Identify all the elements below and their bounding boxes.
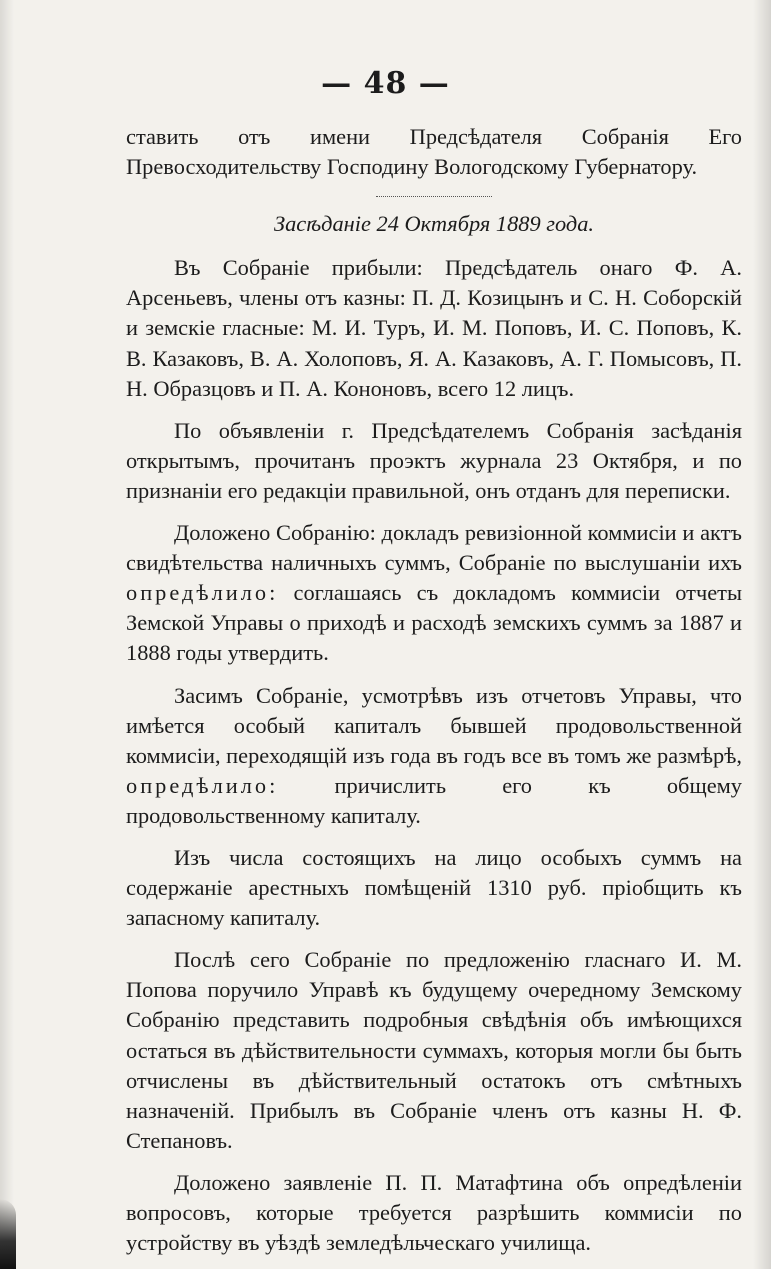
paragraph-continuation: ставить отъ имени Предсѣдателя Собранія Его Превосходительству Господину Вологодскому Губернатору. <box>126 124 742 180</box>
paragraph-opening: По объявленіи г. Предсѣдателемъ Собранія засѣданія открытымъ, прочитанъ проэктъ журнала 23 Октября, и по признаніи его редакціи правильной, онъ отданъ для переписки. <box>126 417 742 503</box>
page-number: — 48 — <box>321 66 450 101</box>
paragraph-revision-report <box>126 518 742 668</box>
paragraph-school-commission: Доложено заявленіе П. П. Матафтина объ опредѣленіи вопросовъ, которые требуется разрѣшить коммисіи по устройству въ уѣздѣ земледѣльческаго училища. <box>126 1169 742 1256</box>
paragraph-arrest-funds: Изъ числа состоящихъ на лицо особыхъ суммъ на содержаніе арестныхъ помѣщеній 1310 руб. пріобщить къ запасному капиталу. <box>126 844 742 931</box>
session-heading: Засѣданіе 24 Октября 1889 года. <box>273 211 595 237</box>
paragraph-special-capital-part-a: Засимъ Собраніе, усмотрѣвъ изъ отчетовъ Управы, что имѣется особый капиталъ бывшей продовольственной коммисіи, переходящій изъ года въ годъ все въ томъ же размѣрѣ, <box>126 682 742 768</box>
paragraph-revision-report-part-b: соглашаясь съ докладомъ коммисіи отчеты Земской Управы о приходѣ и расходѣ земскихъ суммъ за 1887 и 1888 годы утвердить. <box>126 580 742 666</box>
page-body <box>126 122 742 1258</box>
paragraph-attendance: Въ Собраніе прибыли: Предсѣдатель онаго Ф. А. Арсеньевъ, члены отъ казны: П. Д. Козицынъ и С. Н. Соборскій и земскіе гласные: М. И. Туръ, И. М. Поповъ, И. С. Поповъ, К. В. Казаковъ, В. А. Холоповъ, Я. А. Казаковъ, А. Г. Помысовъ, П. Н. Образцовъ и П. А. Кононовъ, всего 12 лицъ. <box>126 255 742 401</box>
page-edge-shadow-right <box>753 0 771 1269</box>
decision-keyword: опредѣлило: <box>126 580 279 606</box>
paragraph-revision-report-part-a: Доложено Собранію: докладъ ревизіонной коммисіи и актъ свидѣтельства наличныхъ суммъ, Собраніе по выслушаніи ихъ <box>126 520 742 576</box>
paragraph-special-capital-part-b: причислить его къ общему продовольственному капиталу. <box>126 772 742 828</box>
page-edge-shadow-left <box>0 0 14 1269</box>
paragraph-popov-proposal: Послѣ сего Собраніе по предложенію гласнаго И. М. Попова поручило Управѣ къ будущему очередному Земскому Собранію представить подробныя свѣдѣнія объ имѣющихся остаться въ дѣйствительности суммахъ, которыя могли бы быть отчислены въ дѣйствительный остатокъ отъ смѣтныхъ назначеній. Прибылъ въ Собраніе членъ отъ казны Н. Ф. Степановъ. <box>126 947 742 1153</box>
dotted-separator <box>376 196 492 197</box>
decision-keyword: опредѣлило: <box>126 772 279 798</box>
binding-corner-mark <box>0 1199 16 1269</box>
paragraph-special-capital <box>126 681 742 831</box>
